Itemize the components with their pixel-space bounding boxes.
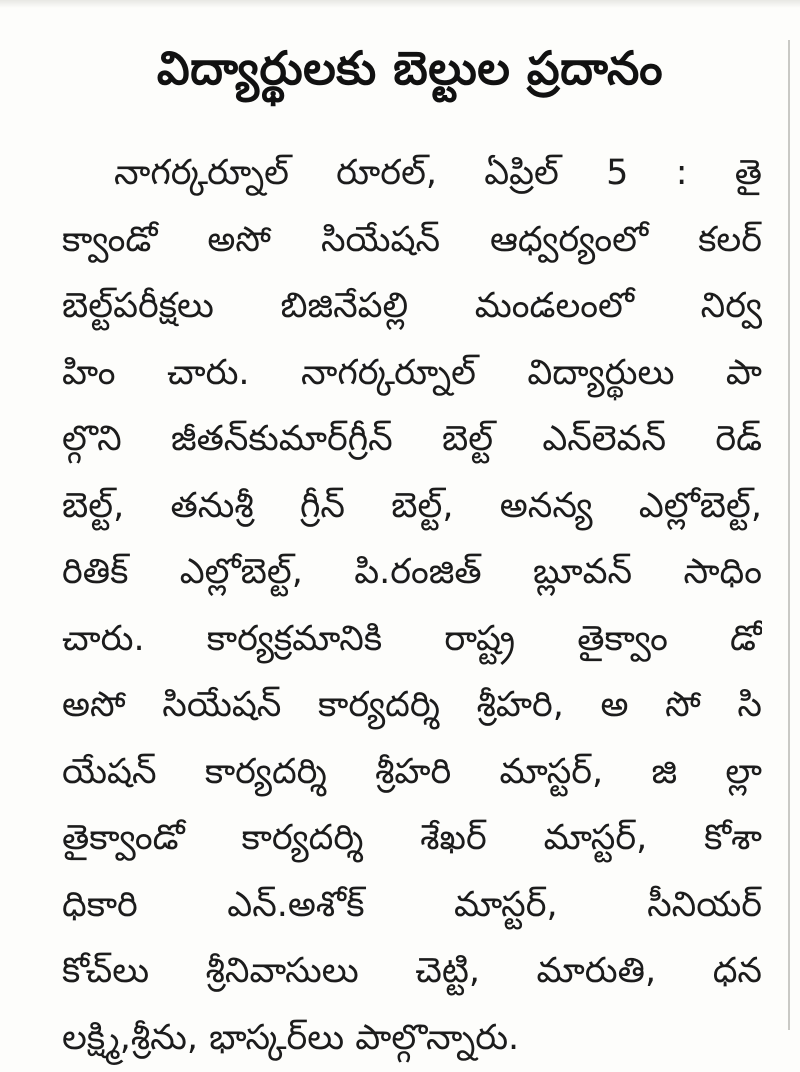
column-divider [788,40,790,1030]
article-line: ధికారి ఎన్.అశోక్ మాస్టర్, సీనియర్ [62,884,762,925]
article-line: క్వాండో అసో సియేషన్ ఆధ్వర్యంలో కలర్ [62,219,762,260]
article-body [62,140,762,1071]
article-line: చారు. కార్యక్రమానికి రాష్ట్ర తైక్వాం డో [62,618,762,659]
article-line: ల్గొని జీతన్‌కుమార్‌గ్రీన్ బెల్ట్ ఎన్‌లెవన్ రెడ్ [62,419,762,459]
paper-top-edge [0,0,800,8]
article-line: బెల్ట్‌పరీక్షలు బిజినేపల్లి మండలంలో నిర్వ [62,286,762,326]
article-line: రితిక్ ఎల్లోబెల్ట్, పి.రంజిత్ బ్లూవన్ సాధిం [62,552,762,592]
article-headline: విద్యార్థులకు బెల్టుల ప్రదానం [156,41,664,95]
article-line: నాగర్కర్నూల్ రూరల్, ఏప్రిల్ 5 : తై [114,153,762,193]
article-line: హిం చారు. నాగర్కర్నూల్ విద్యార్థులు పా [62,352,762,393]
article-line: తైక్వాండో కార్యదర్శి శేఖర్ మాస్టర్, కోశా [62,818,762,858]
article-line: కోచ్‌లు శ్రీనివాసులు చెట్టి, మారుతి, ధన [62,951,762,991]
article-line: బెల్ట్, తనుశ్రీ గ్రీన్ బెల్ట్, అనన్య ఎల్లోబెల్ట్, [62,485,762,526]
article-line: యేషన్ కార్యదర్శి శ్రీహరి మాస్టర్, జి ల్లా [62,751,762,792]
article-line: లక్ష్మి,శ్రీను, భాస్కర్‌లు పాల్గొన్నారు. [62,1017,520,1058]
article-line: అసో సియేషన్ కార్యదర్శి శ్రీహరి, అ సో సి [62,685,762,725]
